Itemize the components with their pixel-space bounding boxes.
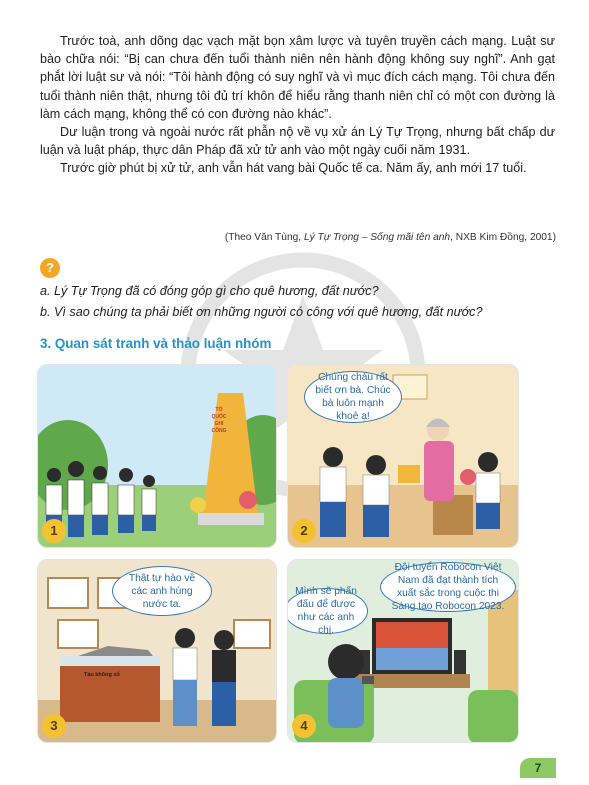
panel-number: 2 (292, 519, 316, 543)
memorial-scene (38, 365, 277, 548)
question-badge: ? (40, 258, 60, 278)
source-title: Lý Tự Trọng – Sống mãi tên anh (303, 232, 451, 243)
section-title: 3. Quan sát tranh và thảo luận nhóm (40, 336, 272, 351)
illustration-panel-2 (287, 364, 519, 548)
question-item: b. Vì sao chúng ta phải biết ơn những người có công với quê hương, đất nước? (40, 305, 483, 319)
panel-number: 3 (42, 714, 66, 738)
story-paragraph: Trước toà, anh dõng dạc vạch mặt bọn xâm lược và tuyên truyền cách mạng. Luật sư bào chữa nói: “Bị can chưa đến tuổi thành niên nên hành động không suy nghĩ”. Anh gạt phắt lời luật sư và nói: “Tôi hành động có suy nghĩ và vì mục đích cách mạng. Tôi chưa đến tuổi thành niên thật, nhưng tôi đủ trí khôn để hiểu rằng thanh niên chỉ có một con đường là làm cách mạng, không thể có con đường nào khác”. (40, 34, 555, 121)
illustration-panel-4 (287, 559, 519, 743)
story-text (40, 32, 555, 178)
story-paragraph: Dư luận trong và ngoài nước rất phẫn nộ về vụ xử án Lý Tự Trọng, nhưng bất chấp dư luận và luật pháp, thực dân Pháp đã xử tử anh vào một ngày cuối năm 1931. (40, 125, 555, 158)
page-number: 7 (520, 758, 556, 778)
panel-number: 1 (42, 519, 66, 543)
story-paragraph: Trước giờ phút bị xử tử, anh vẫn hát vang bài Quốc tế ca. Năm ấy, anh mới 17 tuổi. (60, 161, 527, 176)
panel-number: 4 (292, 714, 316, 738)
illustration-panel-1 (37, 364, 277, 548)
speech-bubble-announcement: Đội tuyển Robocon Việt Nam đã đạt thành tích xuất sắc trong cuộc thi Sáng tạo Robocon 2023. (380, 562, 516, 612)
story-source: (Theo Văn Tùng, Lý Tự Trọng – Sống mãi tên anh, NXB Kim Đồng, 2001) (224, 232, 556, 243)
monument-inscription: TỔ QUỐC GHI CÔNG (211, 407, 227, 434)
exhibit-plate: Tàu không số (84, 672, 120, 678)
speech-bubble: Thật tự hào về các anh hùng nước ta. (112, 566, 212, 616)
speech-bubble-boy: Mình sẽ phấn đấu để được như các anh chị. (287, 588, 368, 634)
question-list (40, 281, 560, 323)
speech-bubble: Chúng cháu rất biết ơn bà. Chúc bà luôn mạnh khoẻ ạ! (304, 371, 402, 423)
question-item: a. Lý Tự Trọng đã có đóng góp gì cho quê hương, đất nước? (40, 284, 379, 298)
illustration-panel-3 (37, 559, 277, 743)
